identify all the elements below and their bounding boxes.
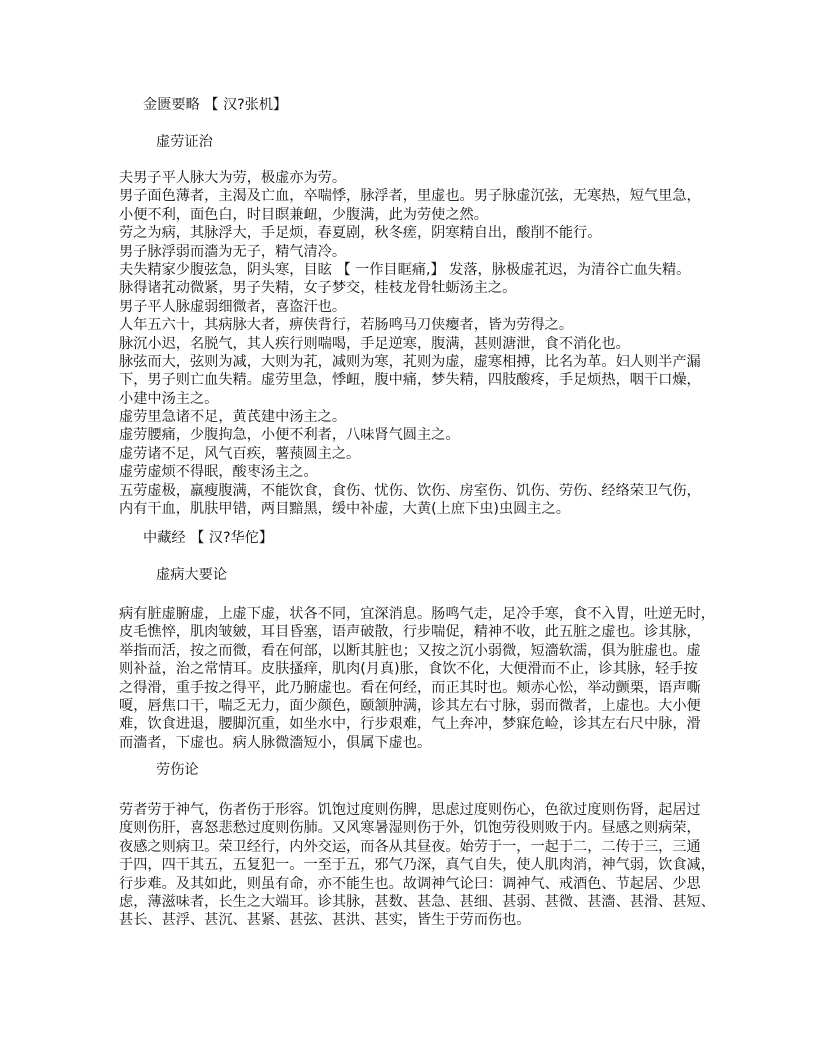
text-line: 脉弦而大，弦则为减，大则为芤，减则为寒，芤则为虚，虚寒相搏，比名为革。妇人则半产漏 [119, 353, 701, 370]
text-line: 虑，薄滋味者，长生之大端耳。诊其脉，甚数、甚急、甚细、甚弱、甚微、甚濇、甚滑、甚短、 [119, 893, 715, 910]
chapter-title-laoshang: 劳伤论 [156, 762, 199, 778]
text-line: 病有脏虚腑虚，上虚下虚，状各不同，宜深消息。肠鸣气走，足冷手寒，食不入胃，吐逆无时， [119, 606, 715, 622]
text-line: 而濇者，下虚也。病人脉微濇短小，俱属下虚也。 [119, 734, 432, 751]
text-line: 虚劳里急诸不足，黄芪建中汤主之。 [119, 409, 347, 426]
text-line: 脉得诸芤动微紧，男子失精，女子梦交，桂枝龙骨牡蛎汤主之。 [119, 280, 517, 297]
text-line: 脉沉小迟，名脱气，其人疾行则喘喝，手足逆寒，腹满，甚则溏泄，食不消化也。 [119, 335, 630, 352]
book-title-zhongzang: 中藏经 【 汉?华佗】 [143, 530, 274, 546]
text-line: 甚长、甚浮、甚沉、甚紧、甚弦、甚洪、甚实，皆生于劳而伤也。 [119, 912, 531, 929]
text-line: 内有干血，肌肤甲错，两目黯黑，缓中补虚，大黄(上庶下虫)虫圆主之。 [119, 501, 570, 518]
text-line: 劳之为病，其脉浮大，手足烦，春夏剧，秋冬瘥，阴寒精自出，酸削不能行。 [119, 225, 602, 242]
text-line: 下，男子则亡血失精。虚劳里急，悸衄，腹中痛，梦失精，四肢酸疼，手足烦热，咽干口燥， [119, 372, 701, 389]
chapter-title-xulao: 虚劳证治 [156, 134, 213, 150]
text-line: 男子脉浮弱而濇为无子，精气清冷。 [119, 243, 347, 260]
paragraph-jingui [119, 169, 701, 518]
text-line: 小建中汤主之。 [119, 390, 219, 407]
text-line: 虚劳腰痛，少腹拘急，小便不利者，八味肾气圆主之。 [119, 427, 460, 444]
text-line: 虚劳虚烦不得眠，酸枣汤主之。 [119, 464, 318, 481]
paragraph-laoshang [119, 801, 715, 930]
text-line: 五劳虚极，羸瘦腹满，不能饮食，食伤、忧伤、饮伤、房室伤、饥伤、劳伤、经络荣卫气伤， [119, 482, 701, 499]
text-line: 于四，四干其五，五复犯一。一至于五，邪气乃深，真气自失，使人肌肉消，神气弱，饮食减， [119, 857, 715, 874]
text-line: 夫失精家少腹弦急，阴头寒，目眩 【 一作目眶痛,】 发落，脉极虚芤迟，为清谷亡血失精。 [119, 261, 691, 278]
text-line: 夫男子平人脉大为劳，极虚亦为劳。 [119, 170, 347, 186]
book-title-jingui: 金匮要略 【 汉?张机】 [143, 97, 288, 113]
chapter-title-xubing: 虚病大要论 [156, 567, 227, 583]
text-line: 难，饮食进退，腰脚沉重，如坐水中，行步艰难，气上奔冲，梦寐危崄，诊其左右尺中脉，滑 [119, 716, 701, 733]
text-line: 劳者劳于神气，伤者伤于形容。饥饱过度则伤脾，思虑过度则伤心，色欲过度则伤肾，起居过 [119, 802, 701, 818]
paragraph-xubing [119, 605, 715, 752]
text-line: 虚劳诸不足，风气百疾，薯蓣圆主之。 [119, 445, 361, 462]
text-line: 嗄，唇焦口干，喘乏无力，面少颜色，颐颔肿满，诊其左右寸脉，弱而微者，上虚也。大小便 [119, 697, 701, 714]
text-line: 人年五六十，其病脉大者，痹侠背行，若肠鸣马刀侠瘿者，皆为劳得之。 [119, 317, 574, 334]
text-line: 度则伤肝，喜怒悲愁过度则伤肺。又风寒暑湿则伤于外，饥饱劳役则败于内。昼感之则病荣， [119, 820, 701, 837]
text-line: 行步难。及其如此，则虽有命，亦不能生也。故调神气论曰：调神气、戒酒色、节起居、少思 [119, 875, 701, 892]
text-line: 之得滑，重手按之得平，此乃腑虚也。看在何经，而正其时也。颊赤心忪，举动颤栗，语声嘶 [119, 679, 701, 696]
text-line: 小便不利，面色白，时目瞑兼衄，少腹满，此为劳使之然。 [119, 206, 488, 223]
text-line: 举指而活，按之而微，看在何部，以断其脏也；又按之沉小弱微，短濇软濡，俱为脏虚也。虚 [119, 642, 701, 659]
text-line: 则补益，治之常情耳。皮肤搔痒，肌肉(月真)胀，食饮不化，大便滑而不止，诊其脉，轻手按 [119, 661, 698, 678]
text-line: 男子面色薄者，主渴及亡血，卒喘悸，脉浮者，里虚也。男子脉虚沉弦，无寒热，短气里急， [119, 188, 701, 205]
text-line: 皮毛憔悴，肌肉皱皴，耳目昏塞，语声破散，行步喘促，精神不收，此五脏之虚也。诊其脉， [119, 624, 701, 641]
text-line: 男子平人脉虚弱细微者，喜盗汗也。 [119, 298, 347, 315]
text-line: 夜感之则病卫。荣卫经行，内外交运，而各从其昼夜。始劳于一，一起于二，二传于三，三通 [119, 838, 701, 855]
